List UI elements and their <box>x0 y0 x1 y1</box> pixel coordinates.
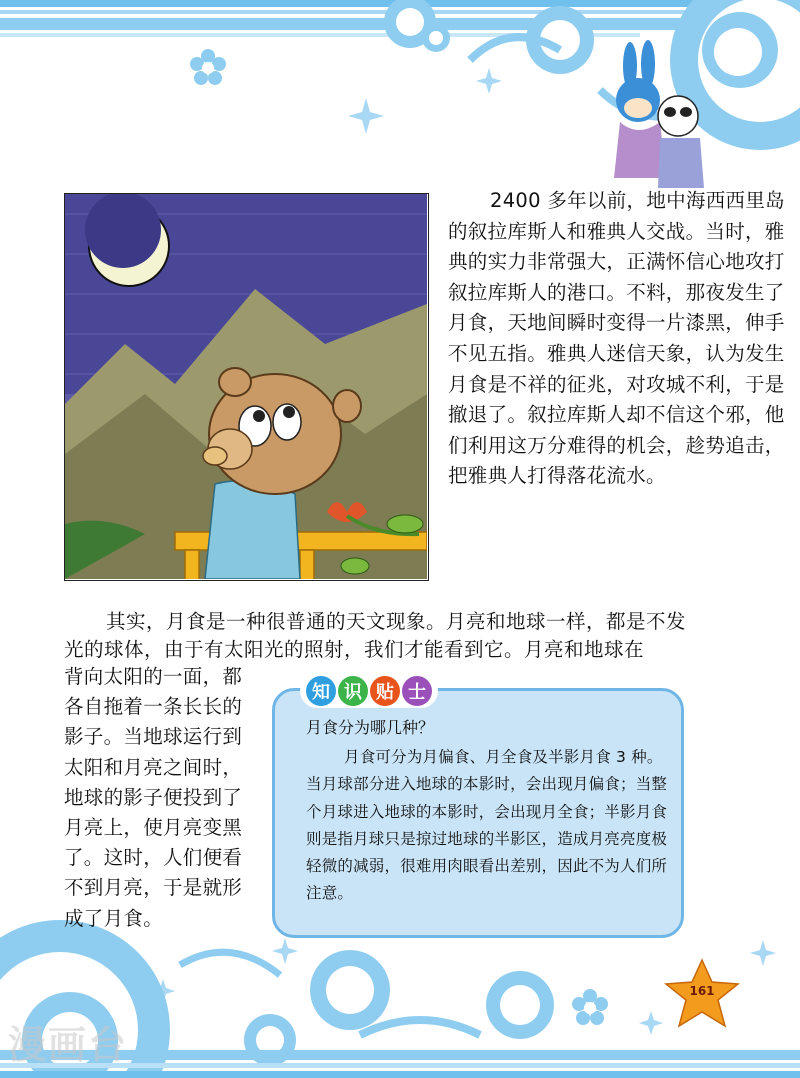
article-paragraph-full: 其实，月食是一种很普通的天文现象。月亮和地球一样，都是不发光的球体，由于有太阳光的照射，我们才能看到它。月亮和地球在 <box>64 610 687 661</box>
watermark: 漫画台 <box>8 1023 129 1067</box>
tip-title-char: 士 <box>402 676 432 706</box>
page-number: 161 <box>689 984 715 998</box>
tip-body: 月食可分为月偏食、月全食及半影月食 3 种。当月球部分进入地球的本影时，会出现月偏食；当整个月球进入地球的本影时，会出现月全食；半影月食则是指月球只是掠过地球的半影区，造成月亮亮度极轻微的减弱，很难用肉眼看出差别，因此不为人们所注意。 <box>306 748 668 903</box>
article-paragraph-left: 背向太阳的一面，都各自拖着一条长长的影子。当地球运行到太阳和月亮之间时，地球的影子便投到了月亮上，使月亮变黑了。这时，人们便看不到月亮，于是就形成了月食。 <box>64 665 243 930</box>
illustration-lunar-eclipse-scene <box>64 193 429 581</box>
knowledge-tip-title <box>300 674 438 708</box>
tip-title-char: 知 <box>306 676 336 706</box>
tip-title-char: 贴 <box>370 676 400 706</box>
article-paragraph-right: 2400 多年以前，地中海西西里岛的叙拉库斯人和雅典人交战。当时，雅典的实力非常强大，正满怀信心地攻打叙拉库斯人的港口。不料，那夜发生了月食，天地间瞬时变得一片漆黑，伸手不见五指。雅典人迷信天象，认为发生月食是不祥的征兆，对攻城不利，于是撤退了。叙拉库斯人却不信这个邪，他们利用这万分难得的机会，趁势追击，把雅典人打得落花流水。 <box>448 189 785 488</box>
tip-question: 月食分为哪几种？ <box>306 718 435 737</box>
tip-title-char: 识 <box>338 676 368 706</box>
